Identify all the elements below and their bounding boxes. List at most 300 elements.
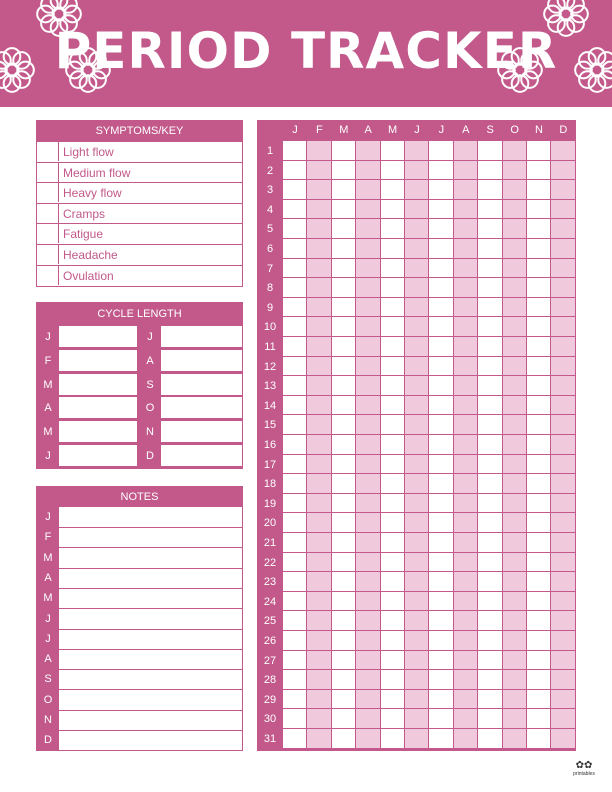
tracker-cell[interactable] xyxy=(405,317,429,337)
tracker-cell[interactable] xyxy=(356,435,380,455)
notes-line[interactable] xyxy=(59,689,242,690)
tracker-cell[interactable] xyxy=(503,592,527,612)
tracker-cell[interactable] xyxy=(381,513,405,533)
tracker-cell[interactable] xyxy=(381,435,405,455)
tracker-cell[interactable] xyxy=(551,239,575,259)
tracker-cell[interactable] xyxy=(405,533,429,553)
tracker-cell[interactable] xyxy=(405,337,429,357)
tracker-cell[interactable] xyxy=(454,513,478,533)
tracker-cell[interactable] xyxy=(283,376,307,396)
symptom-key-box[interactable] xyxy=(37,224,59,243)
tracker-cell[interactable] xyxy=(503,278,527,298)
notes-line[interactable] xyxy=(59,527,242,528)
tracker-cell[interactable] xyxy=(405,631,429,651)
tracker-cell[interactable] xyxy=(454,415,478,435)
tracker-cell[interactable] xyxy=(551,592,575,612)
tracker-cell[interactable] xyxy=(478,259,502,279)
tracker-cell[interactable] xyxy=(478,337,502,357)
tracker-cell[interactable] xyxy=(478,435,502,455)
tracker-cell[interactable] xyxy=(283,572,307,592)
tracker-cell[interactable] xyxy=(283,337,307,357)
tracker-cell[interactable] xyxy=(405,259,429,279)
tracker-cell[interactable] xyxy=(478,415,502,435)
tracker-cell[interactable] xyxy=(381,259,405,279)
tracker-cell[interactable] xyxy=(503,141,527,161)
tracker-cell[interactable] xyxy=(503,474,527,494)
tracker-cell[interactable] xyxy=(527,435,551,455)
tracker-cell[interactable] xyxy=(429,141,453,161)
tracker-cell[interactable] xyxy=(527,592,551,612)
tracker-cell[interactable] xyxy=(478,141,502,161)
tracker-cell[interactable] xyxy=(405,690,429,710)
tracker-cell[interactable] xyxy=(527,317,551,337)
tracker-cell[interactable] xyxy=(454,141,478,161)
tracker-cell[interactable] xyxy=(527,396,551,416)
symptom-key-box[interactable] xyxy=(37,142,59,161)
tracker-cell[interactable] xyxy=(332,494,356,514)
tracker-cell[interactable] xyxy=(283,455,307,475)
tracker-cell[interactable] xyxy=(283,141,307,161)
tracker-cell[interactable] xyxy=(405,141,429,161)
tracker-cell[interactable] xyxy=(356,278,380,298)
tracker-cell[interactable] xyxy=(381,376,405,396)
tracker-cell[interactable] xyxy=(503,180,527,200)
tracker-cell[interactable] xyxy=(356,474,380,494)
tracker-cell[interactable] xyxy=(381,337,405,357)
tracker-cell[interactable] xyxy=(356,396,380,416)
tracker-cell[interactable] xyxy=(405,670,429,690)
tracker-cell[interactable] xyxy=(332,709,356,729)
tracker-cell[interactable] xyxy=(527,690,551,710)
tracker-cell[interactable] xyxy=(381,141,405,161)
tracker-cell[interactable] xyxy=(454,239,478,259)
tracker-cell[interactable] xyxy=(381,651,405,671)
tracker-cell[interactable] xyxy=(429,435,453,455)
tracker-cell[interactable] xyxy=(429,376,453,396)
tracker-cell[interactable] xyxy=(332,513,356,533)
tracker-cell[interactable] xyxy=(527,494,551,514)
tracker-cell[interactable] xyxy=(356,357,380,377)
tracker-cell[interactable] xyxy=(478,298,502,318)
tracker-cell[interactable] xyxy=(356,690,380,710)
tracker-cell[interactable] xyxy=(429,200,453,220)
tracker-cell[interactable] xyxy=(551,729,575,749)
tracker-cell[interactable] xyxy=(454,357,478,377)
tracker-cell[interactable] xyxy=(332,239,356,259)
tracker-cell[interactable] xyxy=(503,513,527,533)
tracker-cell[interactable] xyxy=(478,611,502,631)
tracker-cell[interactable] xyxy=(356,141,380,161)
tracker-cell[interactable] xyxy=(405,474,429,494)
cycle-length-cell[interactable] xyxy=(59,326,137,348)
notes-line[interactable] xyxy=(59,730,242,731)
tracker-cell[interactable] xyxy=(551,709,575,729)
tracker-cell[interactable] xyxy=(551,553,575,573)
tracker-cell[interactable] xyxy=(551,572,575,592)
tracker-cell[interactable] xyxy=(478,709,502,729)
tracker-cell[interactable] xyxy=(454,161,478,181)
tracker-cell[interactable] xyxy=(454,533,478,553)
tracker-cell[interactable] xyxy=(381,631,405,651)
tracker-cell[interactable] xyxy=(527,219,551,239)
tracker-cell[interactable] xyxy=(454,200,478,220)
tracker-cell[interactable] xyxy=(503,337,527,357)
tracker-cell[interactable] xyxy=(332,337,356,357)
tracker-cell[interactable] xyxy=(478,494,502,514)
tracker-cell[interactable] xyxy=(356,494,380,514)
tracker-cell[interactable] xyxy=(429,357,453,377)
tracker-cell[interactable] xyxy=(381,317,405,337)
symptom-key-box[interactable] xyxy=(37,204,59,223)
tracker-cell[interactable] xyxy=(454,219,478,239)
tracker-cell[interactable] xyxy=(332,161,356,181)
tracker-cell[interactable] xyxy=(503,455,527,475)
tracker-cell[interactable] xyxy=(332,317,356,337)
tracker-cell[interactable] xyxy=(307,572,331,592)
tracker-cell[interactable] xyxy=(527,278,551,298)
tracker-cell[interactable] xyxy=(429,298,453,318)
tracker-cell[interactable] xyxy=(551,317,575,337)
tracker-cell[interactable] xyxy=(551,337,575,357)
tracker-cell[interactable] xyxy=(283,219,307,239)
tracker-cell[interactable] xyxy=(381,200,405,220)
tracker-cell[interactable] xyxy=(551,200,575,220)
tracker-cell[interactable] xyxy=(381,298,405,318)
tracker-cell[interactable] xyxy=(478,533,502,553)
notes-line[interactable] xyxy=(59,669,242,670)
tracker-cell[interactable] xyxy=(307,357,331,377)
tracker-cell[interactable] xyxy=(527,161,551,181)
tracker-cell[interactable] xyxy=(283,611,307,631)
tracker-cell[interactable] xyxy=(307,396,331,416)
tracker-cell[interactable] xyxy=(307,298,331,318)
tracker-cell[interactable] xyxy=(283,729,307,749)
tracker-cell[interactable] xyxy=(429,161,453,181)
tracker-cell[interactable] xyxy=(551,494,575,514)
tracker-cell[interactable] xyxy=(356,513,380,533)
tracker-cell[interactable] xyxy=(332,690,356,710)
tracker-cell[interactable] xyxy=(527,200,551,220)
tracker-cell[interactable] xyxy=(527,611,551,631)
tracker-cell[interactable] xyxy=(405,513,429,533)
tracker-cell[interactable] xyxy=(405,415,429,435)
notes-line[interactable] xyxy=(59,750,242,751)
tracker-cell[interactable] xyxy=(527,376,551,396)
tracker-cell[interactable] xyxy=(405,239,429,259)
tracker-cell[interactable] xyxy=(429,572,453,592)
cycle-length-cell[interactable] xyxy=(161,445,242,467)
cycle-length-cell[interactable] xyxy=(161,397,242,419)
cycle-length-cell[interactable] xyxy=(59,397,137,419)
tracker-cell[interactable] xyxy=(356,219,380,239)
tracker-cell[interactable] xyxy=(478,690,502,710)
notes-line[interactable] xyxy=(59,547,242,548)
tracker-cell[interactable] xyxy=(283,278,307,298)
tracker-cell[interactable] xyxy=(405,455,429,475)
tracker-cell[interactable] xyxy=(429,180,453,200)
tracker-cell[interactable] xyxy=(527,337,551,357)
tracker-cell[interactable] xyxy=(356,259,380,279)
tracker-cell[interactable] xyxy=(503,239,527,259)
cycle-length-cell[interactable] xyxy=(59,445,137,467)
tracker-cell[interactable] xyxy=(307,415,331,435)
tracker-cell[interactable] xyxy=(381,161,405,181)
tracker-cell[interactable] xyxy=(454,611,478,631)
tracker-cell[interactable] xyxy=(381,180,405,200)
tracker-cell[interactable] xyxy=(503,317,527,337)
tracker-cell[interactable] xyxy=(551,415,575,435)
tracker-cell[interactable] xyxy=(405,396,429,416)
tracker-cell[interactable] xyxy=(283,474,307,494)
tracker-cell[interactable] xyxy=(405,357,429,377)
tracker-cell[interactable] xyxy=(429,709,453,729)
tracker-cell[interactable] xyxy=(332,553,356,573)
tracker-cell[interactable] xyxy=(429,690,453,710)
tracker-cell[interactable] xyxy=(478,729,502,749)
tracker-cell[interactable] xyxy=(551,611,575,631)
tracker-cell[interactable] xyxy=(551,376,575,396)
tracker-cell[interactable] xyxy=(478,592,502,612)
tracker-cell[interactable] xyxy=(527,572,551,592)
tracker-cell[interactable] xyxy=(527,729,551,749)
tracker-cell[interactable] xyxy=(429,611,453,631)
tracker-cell[interactable] xyxy=(527,298,551,318)
tracker-cell[interactable] xyxy=(454,729,478,749)
tracker-cell[interactable] xyxy=(503,259,527,279)
tracker-cell[interactable] xyxy=(527,533,551,553)
tracker-cell[interactable] xyxy=(307,239,331,259)
tracker-cell[interactable] xyxy=(405,651,429,671)
tracker-cell[interactable] xyxy=(283,533,307,553)
tracker-cell[interactable] xyxy=(356,709,380,729)
tracker-cell[interactable] xyxy=(429,631,453,651)
tracker-cell[interactable] xyxy=(551,259,575,279)
tracker-cell[interactable] xyxy=(332,298,356,318)
tracker-cell[interactable] xyxy=(283,553,307,573)
tracker-cell[interactable] xyxy=(429,415,453,435)
tracker-cell[interactable] xyxy=(429,494,453,514)
tracker-cell[interactable] xyxy=(356,180,380,200)
tracker-cell[interactable] xyxy=(283,415,307,435)
tracker-cell[interactable] xyxy=(551,651,575,671)
tracker-cell[interactable] xyxy=(454,435,478,455)
tracker-cell[interactable] xyxy=(283,200,307,220)
tracker-cell[interactable] xyxy=(307,180,331,200)
tracker-cell[interactable] xyxy=(429,592,453,612)
tracker-cell[interactable] xyxy=(478,239,502,259)
tracker-cell[interactable] xyxy=(381,533,405,553)
tracker-cell[interactable] xyxy=(454,651,478,671)
tracker-cell[interactable] xyxy=(503,161,527,181)
tracker-cell[interactable] xyxy=(332,141,356,161)
tracker-cell[interactable] xyxy=(503,611,527,631)
tracker-cell[interactable] xyxy=(381,592,405,612)
tracker-cell[interactable] xyxy=(527,474,551,494)
tracker-cell[interactable] xyxy=(454,631,478,651)
tracker-cell[interactable] xyxy=(429,219,453,239)
tracker-cell[interactable] xyxy=(381,611,405,631)
tracker-cell[interactable] xyxy=(307,513,331,533)
notes-line[interactable] xyxy=(59,710,242,711)
tracker-cell[interactable] xyxy=(332,631,356,651)
tracker-cell[interactable] xyxy=(503,651,527,671)
cycle-length-cell[interactable] xyxy=(161,374,242,396)
tracker-cell[interactable] xyxy=(307,592,331,612)
tracker-cell[interactable] xyxy=(454,592,478,612)
tracker-cell[interactable] xyxy=(454,494,478,514)
tracker-cell[interactable] xyxy=(405,553,429,573)
tracker-cell[interactable] xyxy=(551,455,575,475)
tracker-cell[interactable] xyxy=(381,709,405,729)
tracker-cell[interactable] xyxy=(454,572,478,592)
tracker-cell[interactable] xyxy=(307,611,331,631)
tracker-cell[interactable] xyxy=(307,455,331,475)
tracker-cell[interactable] xyxy=(551,690,575,710)
tracker-cell[interactable] xyxy=(356,200,380,220)
symptom-key-box[interactable] xyxy=(37,245,59,264)
cycle-length-cell[interactable] xyxy=(161,326,242,348)
tracker-cell[interactable] xyxy=(332,200,356,220)
tracker-cell[interactable] xyxy=(527,180,551,200)
tracker-cell[interactable] xyxy=(527,259,551,279)
tracker-cell[interactable] xyxy=(551,161,575,181)
tracker-cell[interactable] xyxy=(356,670,380,690)
tracker-cell[interactable] xyxy=(503,396,527,416)
tracker-cell[interactable] xyxy=(503,533,527,553)
tracker-cell[interactable] xyxy=(454,474,478,494)
tracker-cell[interactable] xyxy=(381,415,405,435)
symptom-key-box[interactable] xyxy=(37,163,59,182)
cycle-length-cell[interactable] xyxy=(59,350,137,372)
tracker-cell[interactable] xyxy=(307,494,331,514)
tracker-cell[interactable] xyxy=(405,298,429,318)
tracker-cell[interactable] xyxy=(478,513,502,533)
tracker-cell[interactable] xyxy=(454,670,478,690)
tracker-cell[interactable] xyxy=(478,396,502,416)
tracker-cell[interactable] xyxy=(283,651,307,671)
tracker-cell[interactable] xyxy=(332,729,356,749)
tracker-cell[interactable] xyxy=(551,670,575,690)
tracker-cell[interactable] xyxy=(332,533,356,553)
tracker-cell[interactable] xyxy=(454,376,478,396)
tracker-cell[interactable] xyxy=(283,357,307,377)
tracker-cell[interactable] xyxy=(503,572,527,592)
tracker-cell[interactable] xyxy=(429,513,453,533)
tracker-cell[interactable] xyxy=(429,337,453,357)
tracker-cell[interactable] xyxy=(478,455,502,475)
notes-line[interactable] xyxy=(59,629,242,630)
tracker-cell[interactable] xyxy=(503,709,527,729)
tracker-cell[interactable] xyxy=(503,376,527,396)
tracker-cell[interactable] xyxy=(551,219,575,239)
tracker-cell[interactable] xyxy=(307,533,331,553)
tracker-cell[interactable] xyxy=(551,513,575,533)
tracker-cell[interactable] xyxy=(356,161,380,181)
tracker-cell[interactable] xyxy=(332,415,356,435)
tracker-cell[interactable] xyxy=(551,357,575,377)
tracker-cell[interactable] xyxy=(381,455,405,475)
symptom-key-box[interactable] xyxy=(37,183,59,202)
tracker-cell[interactable] xyxy=(551,435,575,455)
tracker-cell[interactable] xyxy=(478,200,502,220)
tracker-cell[interactable] xyxy=(307,219,331,239)
tracker-cell[interactable] xyxy=(454,180,478,200)
tracker-cell[interactable] xyxy=(307,474,331,494)
tracker-cell[interactable] xyxy=(527,631,551,651)
tracker-cell[interactable] xyxy=(307,337,331,357)
tracker-cell[interactable] xyxy=(307,631,331,651)
tracker-cell[interactable] xyxy=(356,631,380,651)
tracker-cell[interactable] xyxy=(527,455,551,475)
tracker-cell[interactable] xyxy=(332,259,356,279)
tracker-cell[interactable] xyxy=(356,651,380,671)
tracker-cell[interactable] xyxy=(503,200,527,220)
tracker-cell[interactable] xyxy=(307,259,331,279)
tracker-cell[interactable] xyxy=(429,474,453,494)
tracker-cell[interactable] xyxy=(307,729,331,749)
notes-line[interactable] xyxy=(59,649,242,650)
tracker-cell[interactable] xyxy=(503,219,527,239)
tracker-cell[interactable] xyxy=(356,239,380,259)
tracker-cell[interactable] xyxy=(405,278,429,298)
tracker-cell[interactable] xyxy=(429,259,453,279)
tracker-cell[interactable] xyxy=(478,219,502,239)
tracker-cell[interactable] xyxy=(429,455,453,475)
cycle-length-cell[interactable] xyxy=(59,421,137,443)
tracker-cell[interactable] xyxy=(527,553,551,573)
tracker-cell[interactable] xyxy=(478,278,502,298)
tracker-cell[interactable] xyxy=(283,435,307,455)
tracker-cell[interactable] xyxy=(551,396,575,416)
tracker-cell[interactable] xyxy=(283,513,307,533)
tracker-cell[interactable] xyxy=(527,670,551,690)
tracker-cell[interactable] xyxy=(527,513,551,533)
tracker-cell[interactable] xyxy=(551,631,575,651)
tracker-cell[interactable] xyxy=(478,474,502,494)
tracker-cell[interactable] xyxy=(332,180,356,200)
tracker-cell[interactable] xyxy=(478,180,502,200)
tracker-cell[interactable] xyxy=(307,709,331,729)
tracker-cell[interactable] xyxy=(454,455,478,475)
cycle-length-cell[interactable] xyxy=(59,374,137,396)
tracker-cell[interactable] xyxy=(283,631,307,651)
tracker-cell[interactable] xyxy=(551,278,575,298)
tracker-cell[interactable] xyxy=(381,553,405,573)
tracker-cell[interactable] xyxy=(405,709,429,729)
tracker-cell[interactable] xyxy=(429,317,453,337)
tracker-cell[interactable] xyxy=(503,298,527,318)
tracker-cell[interactable] xyxy=(356,337,380,357)
tracker-cell[interactable] xyxy=(503,670,527,690)
tracker-cell[interactable] xyxy=(551,141,575,161)
tracker-cell[interactable] xyxy=(332,376,356,396)
tracker-cell[interactable] xyxy=(283,690,307,710)
tracker-cell[interactable] xyxy=(527,709,551,729)
tracker-cell[interactable] xyxy=(356,729,380,749)
tracker-cell[interactable] xyxy=(332,611,356,631)
tracker-cell[interactable] xyxy=(503,435,527,455)
tracker-cell[interactable] xyxy=(478,651,502,671)
tracker-cell[interactable] xyxy=(307,690,331,710)
tracker-cell[interactable] xyxy=(356,298,380,318)
tracker-cell[interactable] xyxy=(454,259,478,279)
tracker-cell[interactable] xyxy=(332,396,356,416)
tracker-cell[interactable] xyxy=(283,298,307,318)
tracker-cell[interactable] xyxy=(356,376,380,396)
tracker-cell[interactable] xyxy=(454,690,478,710)
tracker-cell[interactable] xyxy=(405,494,429,514)
cycle-length-cell[interactable] xyxy=(161,350,242,372)
